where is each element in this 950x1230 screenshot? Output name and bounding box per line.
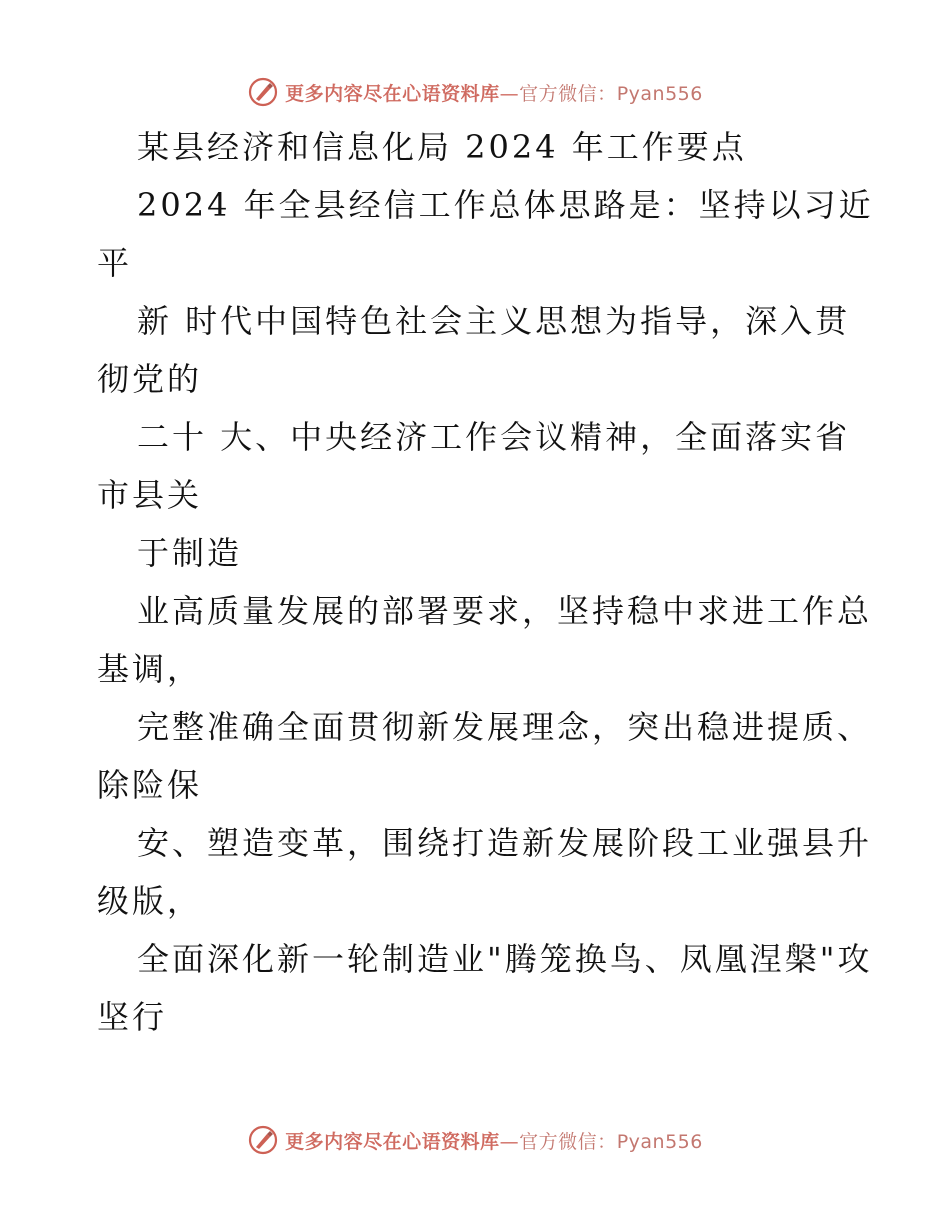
document-body (97, 118, 874, 1046)
document-line: 全面深化新一轮制造业"腾笼换鸟、凤凰涅槃"攻 (137, 940, 873, 978)
document-line: 二十 大、中央经济工作会议精神，全面落实省 (137, 418, 851, 456)
watermark-header (0, 72, 950, 112)
watermark-footer (0, 1120, 950, 1160)
watermark-handle: Pyan556 (616, 82, 703, 105)
watermark-dash: — (499, 1130, 520, 1153)
document-line: 平 (97, 244, 133, 282)
pen-logo-icon (247, 1124, 279, 1156)
document-line: 某县经济和信息化局 2024 年工作要点 (137, 128, 747, 166)
document-line: 级版， (97, 882, 203, 920)
pen-logo-icon (247, 76, 279, 108)
watermark-brand: 更多内容尽在心语资料库 (285, 82, 500, 105)
document-line: 市县关 (97, 476, 203, 514)
document-line: 于制造 (137, 534, 243, 572)
watermark-sub: 官方微信： (519, 1130, 617, 1153)
watermark-handle: Pyan556 (616, 1130, 703, 1153)
watermark-brand: 更多内容尽在心语资料库 (285, 1130, 500, 1153)
document-line: 新 时代中国特色社会主义思想为指导，深入贯 (137, 302, 851, 340)
document-line: 2024 年全县经信工作总体思路是：坚持以习近 (137, 186, 874, 224)
watermark-sub: 官方微信： (519, 82, 617, 105)
document-line: 坚行 (97, 998, 168, 1036)
document-line: 安、塑造变革，围绕打造新发展阶段工业强县升 (137, 824, 873, 862)
document-line: 基调， (97, 650, 203, 688)
watermark-text (285, 1127, 703, 1154)
watermark-dash: — (499, 82, 520, 105)
watermark-text (285, 79, 703, 106)
document-line: 除险保 (97, 766, 203, 804)
document-line: 业高质量发展的部署要求，坚持稳中求进工作总 (137, 592, 873, 630)
document-line: 完整准确全面贯彻新发展理念，突出稳进提质、 (137, 708, 873, 746)
document-line: 彻党的 (97, 360, 203, 398)
